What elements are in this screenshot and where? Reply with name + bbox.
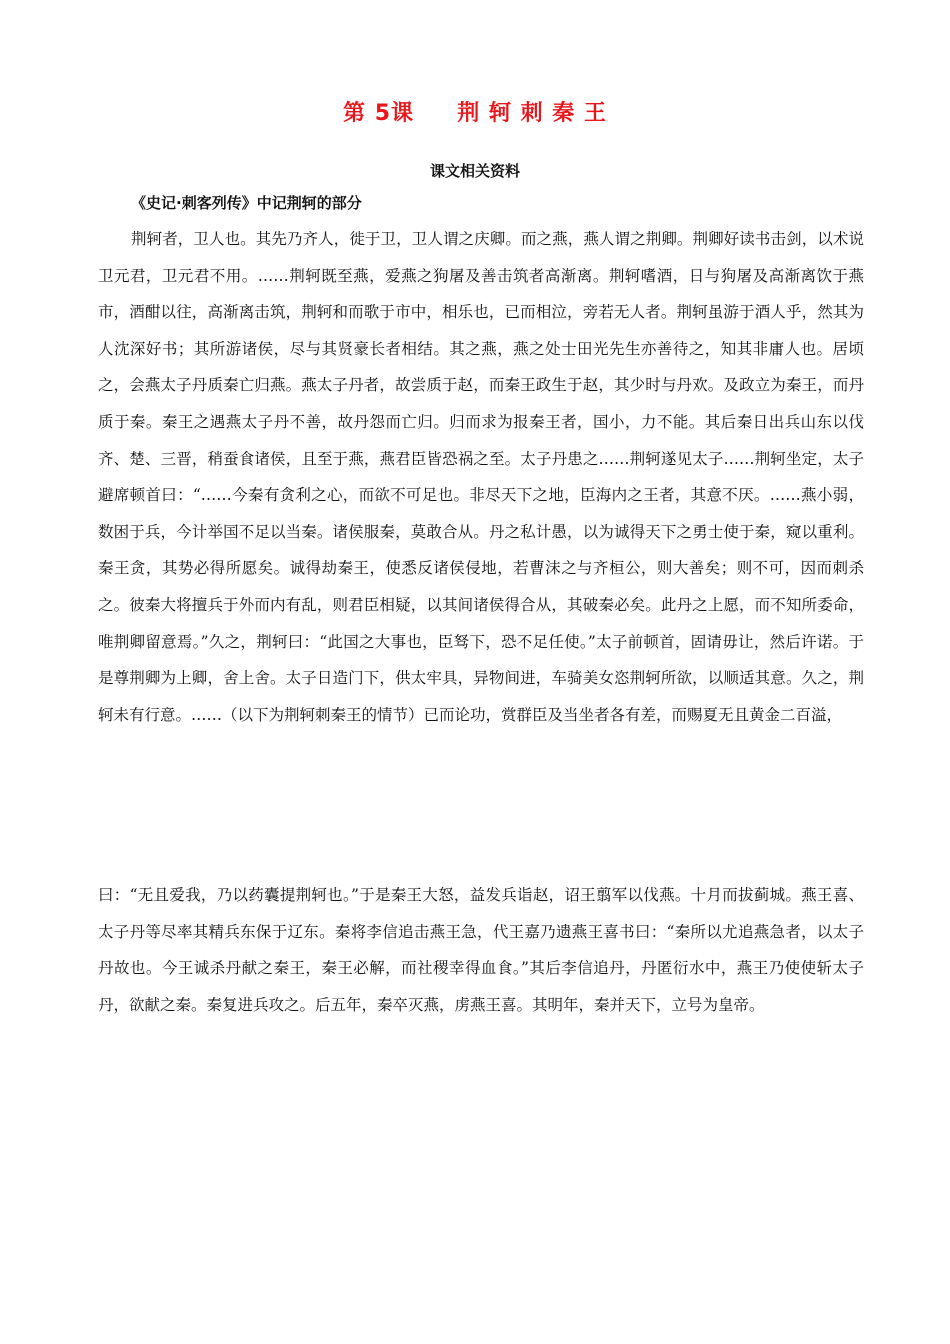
lesson-title: 第 5课 荆 轲 刺 秦 王	[343, 101, 607, 126]
body-paragraph-1: 荆轲者，卫人也。其先乃齐人，徙于卫，卫人谓之庆卿。而之燕，燕人谓之荆卿。荆卿好读书击剑，以术说卫元君，卫元君不用。……荆轲既至燕，爱燕之狗屠及善击筑者高渐离。荆轲嗜酒，日与狗屠及高渐离饮于燕市，酒酣以往，高渐离击筑，荆轲和而歌于市中，相乐也，已而相泣，旁若无人者。荆轲虽游于酒人乎，然其为人沈深好书；其所游诸侯，尽与其贤豪长者相结。其之燕，燕之处士田光先生亦善待之，知其非庸人也。居顷之，会燕太子丹质秦亡归燕。燕太子丹者，故尝质于赵，而秦王政生于赵，其少时与丹欢。及政立为秦王，而丹质于秦。秦王之遇燕太子丹不善，故丹怨而亡归。归而求为报秦王者，国小，力不能。其后秦日出兵山东以伐齐、楚、三晋，稍蚕食诸侯，且至于燕，燕君臣皆恐祸之至。太子丹患之……荆轲遂见太子……荆轲坐定，太子避席顿首曰：“……今秦有贪利之心，而欲不可足也。非尽天下之地，臣海内之王者，其意不厌。……燕小弱，数困于兵，今计举国不足以当秦。诸侯服秦，莫敢合从。丹之私计愚，以为诚得天下之勇士使于秦，窥以重利。秦王贪，其势必得所愿矣。诚得劫秦王，使悉反诸侯侵地，若曹沫之与齐桓公，则大善矣；则不可，因而刺杀之。彼秦大将擅兵于外而内有乱，则君臣相疑，以其间诸侯得合从，其破秦必矣。此丹之上愿，而不知所委命，唯荆卿留意焉。”久之，荆轲曰：“此国之大事也，臣驽下，恐不足任使。”太子前顿首，固请毋让，然后许诺。于是尊荆卿为上卿，舍上舍。太子日造门下，供太牢具，异物间进，车骑美女恣荆轲所欲，以顺适其意。久之，荆轲未有行意。……（以下为荆轲刺秦王的情节）已而论功，赏群臣及当坐者各有差，而赐夏无且黄金二百溢，	[98, 230, 864, 724]
body-paragraph-2: 曰：“无且爱我，乃以药囊提荆轲也。”于是秦王大怒，益发兵诣赵，诏王翦军以伐燕。十月而拔蓟城。燕王喜、太子丹等尽率其精兵东保于辽东。秦将李信追击燕王急，代王嘉乃遗燕王喜书曰：“秦所以尤追燕急者，以太子丹故也。今王诚杀丹献之秦王，秦王必解，而社稷幸得血食。”其后李信追丹，丹匿衍水中，燕王乃使使斩太子丹，欲献之秦。秦复进兵攻之。后五年，秦卒灭燕，虏燕王喜。其明年，秦并天下，立号为皇帝。	[98, 886, 864, 1014]
source-heading: 《史记·刺客列传》中记荆轲的部分	[131, 194, 362, 212]
section-subtitle: 课文相关资料	[429, 162, 520, 180]
